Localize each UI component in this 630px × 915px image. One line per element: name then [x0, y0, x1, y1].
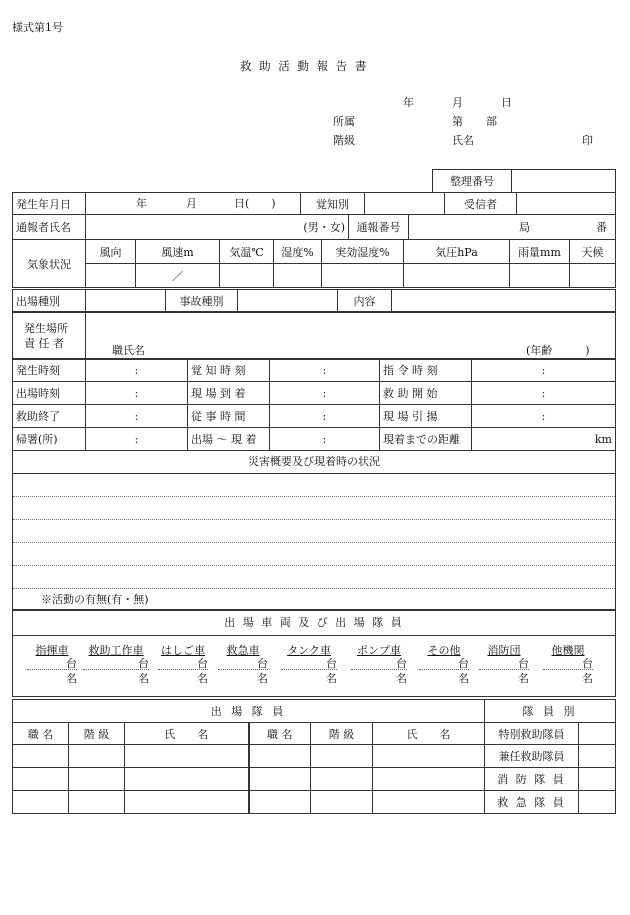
reporter-sex[interactable]: (男・女) — [86, 215, 349, 240]
vehicle-people: 名 — [458, 672, 469, 685]
vehicle-item[interactable] — [479, 645, 529, 684]
vehicle-unit: 台 — [27, 658, 77, 670]
kakuchi-label: 覚知別 — [301, 193, 365, 215]
dotted-line — [13, 588, 615, 589]
member-type-label: 特別救助隊員 — [485, 723, 579, 745]
weather-field[interactable] — [510, 264, 570, 288]
member-field[interactable] — [125, 791, 249, 814]
vehicle-item[interactable] — [419, 645, 469, 684]
time-label: 救 助 開 始 — [380, 382, 472, 405]
content-label: 内容 — [338, 290, 392, 313]
time-label: 覚 知 時 刻 — [188, 359, 270, 382]
member-type-title: 隊 員 別 — [485, 700, 616, 723]
member-field[interactable] — [13, 745, 69, 768]
time-field[interactable]: : — [472, 382, 616, 405]
date-month: 月 — [186, 197, 197, 210]
time-field[interactable]: : — [86, 359, 188, 382]
weather-header: 風向 — [86, 240, 136, 264]
report-tel-label: 通報番号 — [349, 215, 409, 240]
weather-table — [12, 239, 616, 288]
header-bu: 部 — [486, 115, 497, 128]
activity-note: ※活動の有無(有・無) — [41, 593, 149, 606]
vehicle-name: タンク車 — [287, 644, 331, 657]
weather-field[interactable] — [322, 264, 404, 288]
member-field[interactable] — [373, 768, 485, 791]
member-header: 氏 名 — [125, 723, 249, 745]
vehicle-item[interactable] — [281, 645, 337, 684]
responsible-label: 責 任 者 — [24, 337, 64, 350]
header-day: 日 — [501, 96, 512, 109]
weather-header: 気圧hPa — [404, 240, 510, 264]
header-name: 氏名 — [452, 134, 474, 147]
member-field[interactable] — [13, 768, 69, 791]
time-field[interactable]: : — [86, 405, 188, 428]
members-title: 出 場 隊 員 — [13, 700, 485, 723]
time-field[interactable]: : — [270, 405, 380, 428]
weather-field[interactable] — [570, 264, 616, 288]
vehicle-unit: 台 — [158, 658, 208, 670]
content-field[interactable] — [392, 290, 616, 313]
member-type-field[interactable] — [579, 791, 616, 814]
wind-speed-slash[interactable]: ／ — [136, 264, 220, 288]
vehicle-people: 名 — [518, 672, 529, 685]
member-field[interactable] — [69, 745, 125, 768]
date-field[interactable] — [86, 193, 301, 215]
weather-header: 気温℃ — [220, 240, 274, 264]
place-field[interactable] — [86, 312, 616, 360]
time-field[interactable]: : — [270, 359, 380, 382]
weather-field[interactable] — [220, 264, 274, 288]
vehicle-section — [12, 610, 616, 697]
time-field[interactable]: : — [472, 359, 616, 382]
vehicle-unit: 台 — [281, 658, 337, 670]
header-seal: 印 — [582, 134, 593, 147]
vehicle-people: 名 — [197, 672, 208, 685]
date-year: 年 — [136, 197, 147, 210]
time-label: 従 事 時 間 — [188, 405, 270, 428]
member-field[interactable] — [249, 791, 311, 814]
header-rank: 階級 — [333, 134, 355, 147]
vehicle-unit: 台 — [218, 658, 268, 670]
vehicle-item[interactable] — [218, 645, 268, 684]
member-type-field[interactable] — [579, 723, 616, 745]
date-table — [12, 192, 616, 215]
vehicle-item[interactable] — [158, 645, 208, 684]
weather-field[interactable] — [86, 264, 136, 288]
vehicle-item[interactable] — [83, 645, 149, 684]
vehicle-name: 救急車 — [226, 644, 260, 657]
time-label: 帰署(所) — [13, 428, 86, 451]
place-table — [12, 311, 616, 360]
dispatch-type-field[interactable] — [86, 290, 166, 313]
vehicle-item[interactable] — [27, 645, 77, 684]
vehicle-name: 指揮車 — [35, 644, 69, 657]
dotted-line — [13, 542, 615, 543]
vehicle-name: 消防団 — [487, 644, 521, 657]
place-label: 発生場所 — [24, 322, 68, 335]
dotted-line — [13, 496, 615, 497]
dotted-line — [13, 565, 615, 566]
seiri-field[interactable] — [512, 170, 616, 193]
time-label: 発生時刻 — [13, 359, 86, 382]
member-field[interactable] — [311, 791, 373, 814]
time-label: 出場時刻 — [13, 382, 86, 405]
vehicle-title: 出 場 車 両 及 び 出 場 隊 員 — [13, 611, 615, 636]
member-header: 職 名 — [13, 723, 69, 745]
vehicle-people: 名 — [66, 672, 77, 685]
member-type-label: 救 急 隊 員 — [485, 791, 579, 814]
member-field[interactable] — [69, 791, 125, 814]
member-field[interactable] — [311, 745, 373, 768]
weather-label: 気象状況 — [13, 240, 86, 288]
page-title: 救 助 活 動 報 告 書 — [240, 59, 369, 73]
job-name-label: 職氏名 — [112, 344, 145, 357]
vehicle-unit: 台 — [543, 658, 593, 670]
vehicle-people: 名 — [582, 672, 593, 685]
vehicle-item[interactable] — [351, 645, 407, 684]
date-label: 発生年月日 — [13, 193, 86, 215]
form-number: 様式第1号 — [12, 21, 63, 34]
member-field[interactable] — [249, 745, 311, 768]
time-field[interactable]: : — [472, 405, 616, 428]
member-header: 職 名 — [249, 723, 311, 745]
header-dai: 第 — [452, 115, 463, 128]
vehicle-unit: 台 — [419, 658, 469, 670]
vehicle-unit: 台 — [351, 658, 407, 670]
accident-type-field[interactable] — [238, 290, 338, 313]
weather-header: 実効湿度% — [322, 240, 404, 264]
distance-field[interactable]: km — [472, 428, 616, 451]
vehicle-people: 名 — [396, 672, 407, 685]
weather-field[interactable] — [274, 264, 322, 288]
dispatch-table — [12, 289, 616, 313]
reporter-label: 通報者氏名 — [13, 215, 86, 240]
member-header: 階 級 — [69, 723, 125, 745]
member-field[interactable] — [311, 768, 373, 791]
time-label: 現 場 引 揚 — [380, 405, 472, 428]
seiri-table — [432, 169, 616, 193]
weather-field[interactable] — [404, 264, 510, 288]
vehicle-name: はしご車 — [161, 644, 205, 657]
member-field[interactable] — [249, 768, 311, 791]
kakuchi-field[interactable] — [365, 193, 445, 215]
vehicle-unit: 台 — [479, 658, 529, 670]
time-field[interactable]: : — [86, 428, 188, 451]
weather-header: 天候 — [570, 240, 616, 264]
weather-header: 湿度% — [274, 240, 322, 264]
tel-ban: 番 — [596, 221, 607, 234]
weather-header: 風速m — [136, 240, 220, 264]
disaster-section[interactable] — [12, 450, 616, 610]
reporter-table — [12, 214, 616, 240]
header-year: 年 — [403, 96, 414, 109]
member-header: 階 級 — [311, 723, 373, 745]
vehicle-name: その他 — [427, 644, 461, 657]
vehicle-people: 名 — [257, 672, 268, 685]
header-month: 月 — [452, 96, 463, 109]
disaster-title: 災害概要及び現着時の状況 — [13, 451, 615, 474]
member-header: 氏 名 — [373, 723, 485, 745]
header-affiliation: 所属 — [333, 115, 355, 128]
dotted-line — [13, 519, 615, 520]
member-type-label: 消 防 隊 員 — [485, 768, 579, 791]
tel-kyoku: 局 — [519, 221, 530, 234]
date-day: 日( ) — [234, 197, 276, 210]
member-type-field[interactable] — [579, 745, 616, 768]
time-label: 救助終了 — [13, 405, 86, 428]
vehicle-name: 他機関 — [551, 644, 585, 657]
vehicle-people: 名 — [326, 672, 337, 685]
time-label: 現 場 到 着 — [188, 382, 270, 405]
member-type-field[interactable] — [579, 768, 616, 791]
vehicle-unit: 台 — [83, 658, 149, 670]
member-type-label: 兼任救助隊員 — [485, 745, 579, 768]
time-label: 指 令 時 刻 — [380, 359, 472, 382]
vehicle-name: ポンプ車 — [357, 644, 401, 657]
member-field[interactable] — [125, 768, 249, 791]
time-field[interactable]: : — [86, 382, 188, 405]
members-table — [12, 699, 616, 814]
time-label: 出場 ～ 現 着 — [188, 428, 270, 451]
member-field[interactable] — [125, 745, 249, 768]
vehicle-name: 救助工作車 — [88, 644, 144, 657]
report-tel-field[interactable] — [409, 215, 616, 240]
vehicle-item[interactable] — [543, 645, 593, 684]
weather-header: 雨量mm — [510, 240, 570, 264]
dispatch-type-label: 出場種別 — [13, 290, 86, 313]
seiri-label: 整理番号 — [433, 170, 512, 193]
age-label: (年齢 ) — [526, 344, 590, 357]
vehicle-people: 名 — [138, 672, 149, 685]
time-field[interactable]: : — [270, 428, 380, 451]
time-label: 現着までの距離 — [380, 428, 472, 451]
member-field[interactable] — [373, 745, 485, 768]
member-field[interactable] — [373, 791, 485, 814]
time-field[interactable]: : — [270, 382, 380, 405]
times-table — [12, 358, 616, 451]
member-field[interactable] — [69, 768, 125, 791]
member-field[interactable] — [13, 791, 69, 814]
jushin-label: 受信者 — [445, 193, 517, 215]
jushin-field[interactable] — [517, 193, 616, 215]
accident-type-label: 事故種別 — [166, 290, 238, 313]
